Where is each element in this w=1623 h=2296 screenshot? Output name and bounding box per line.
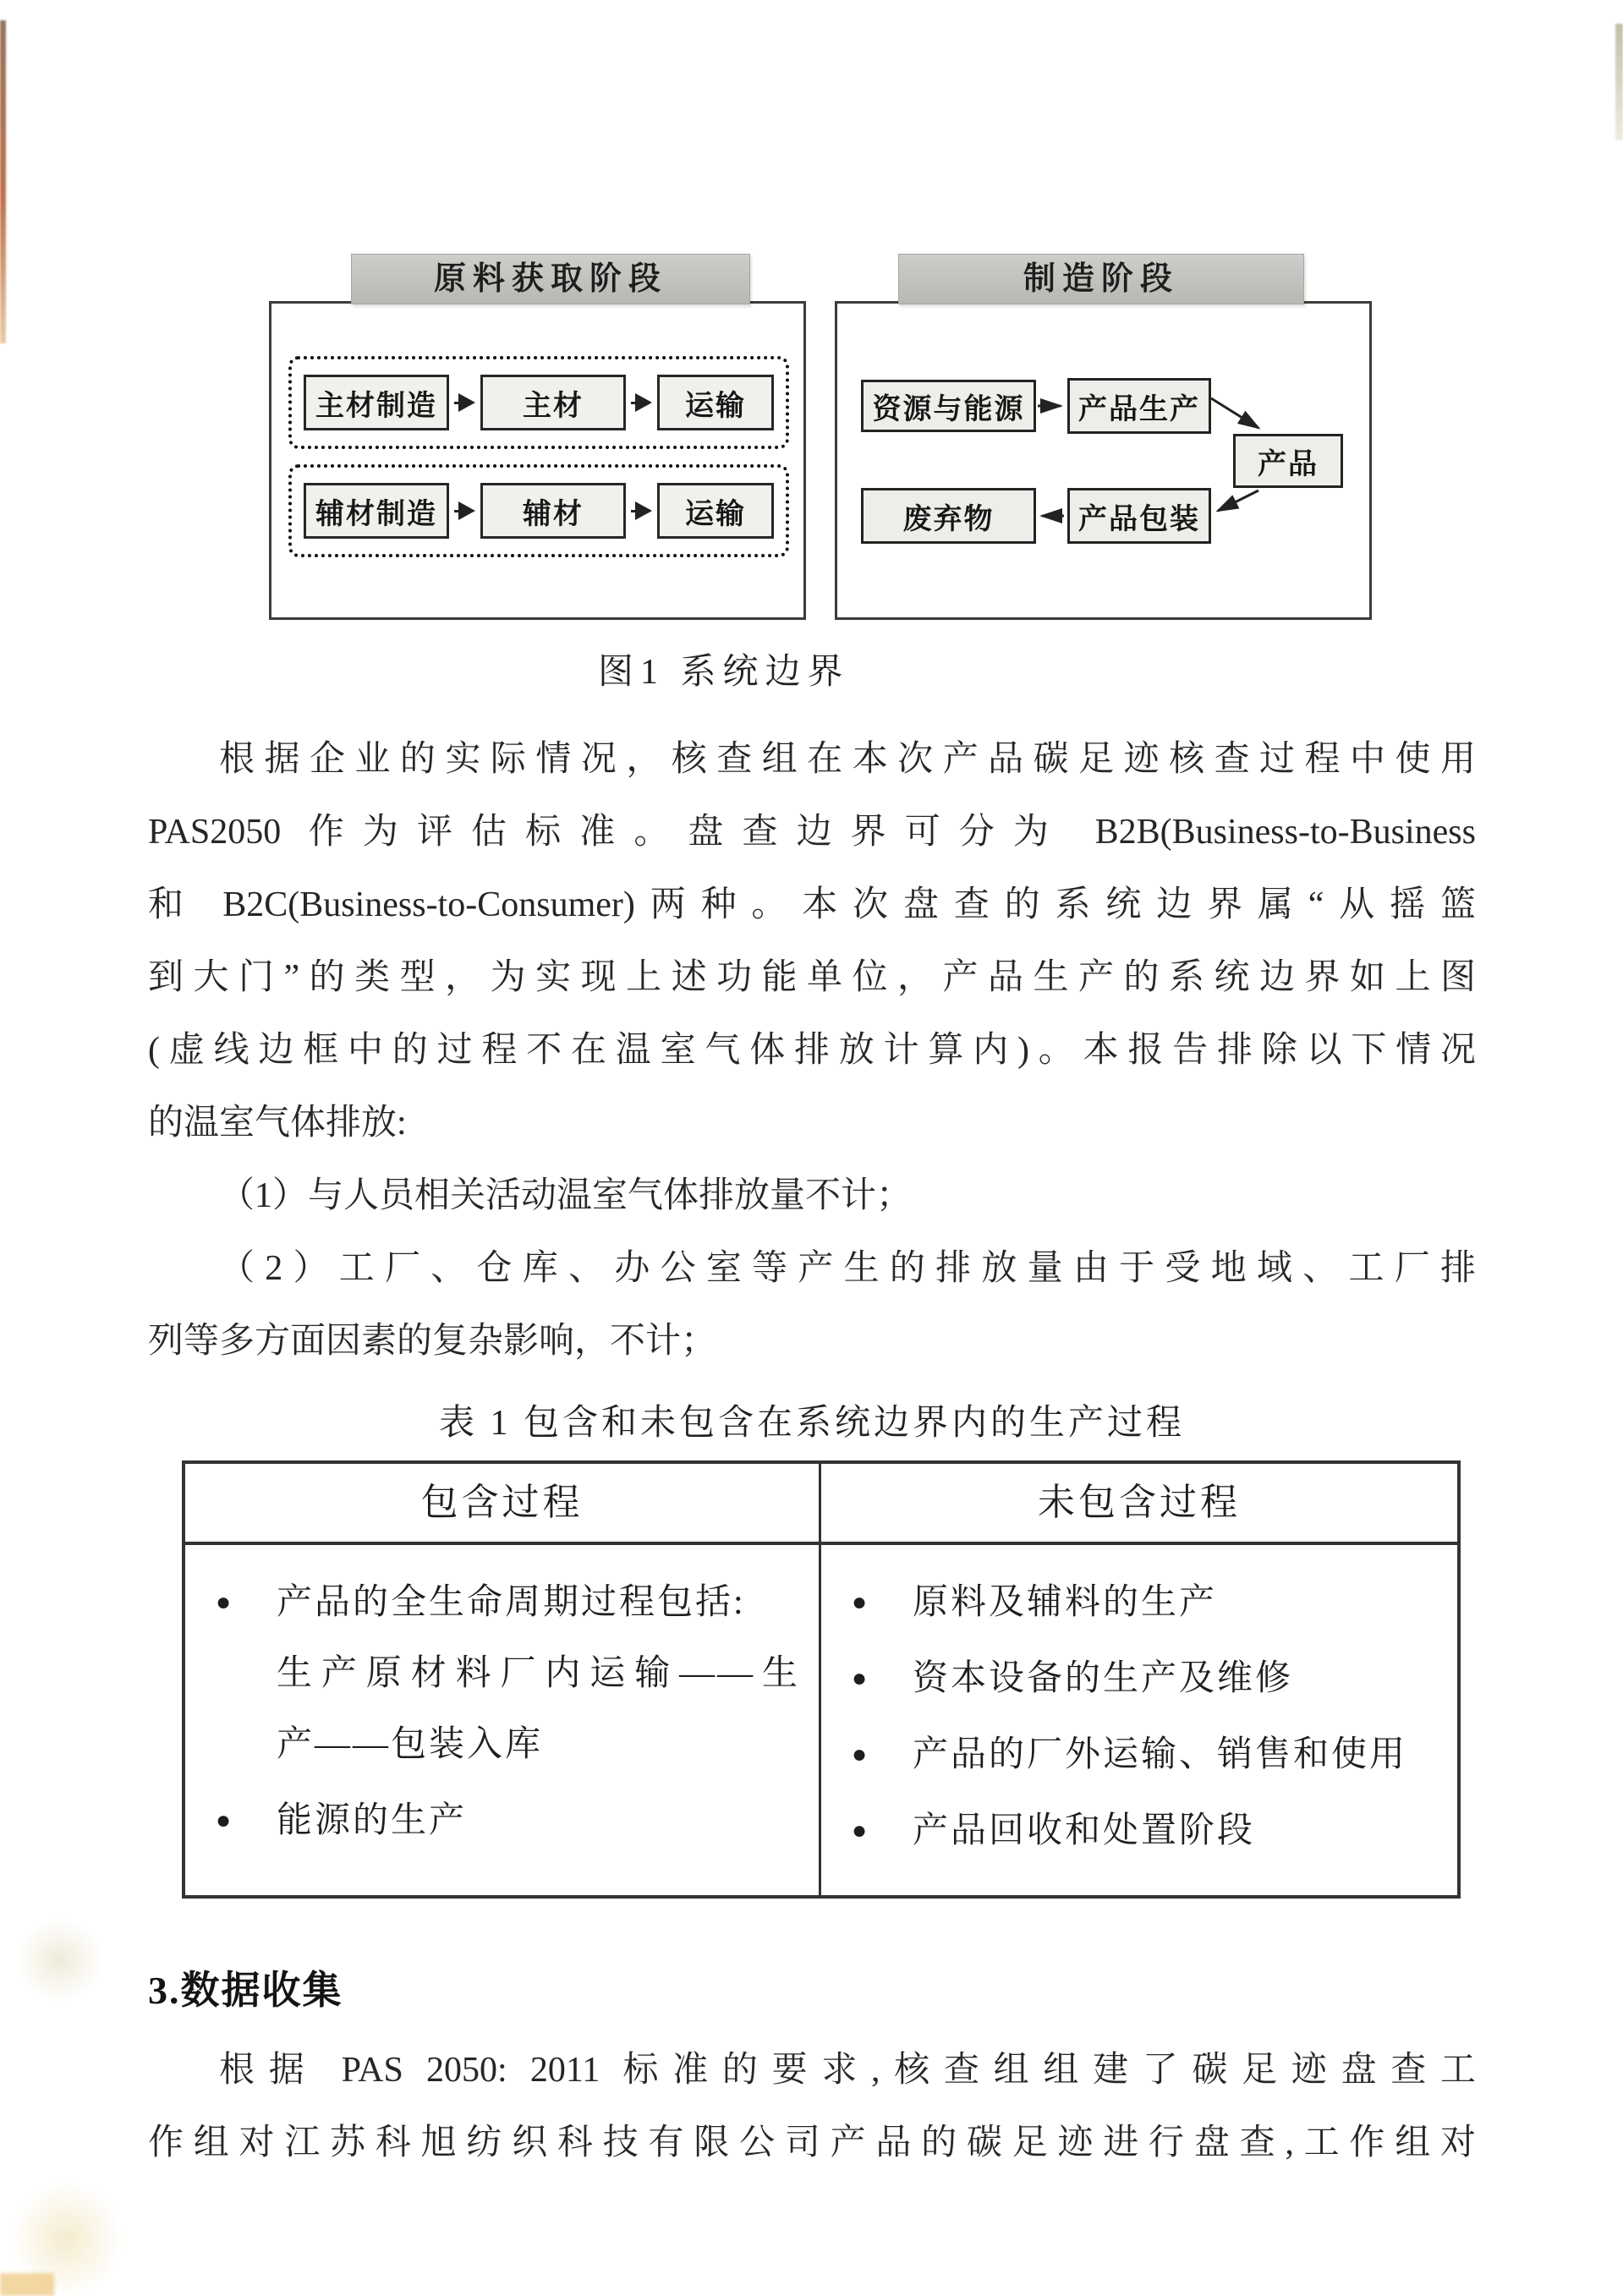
excluded-row-2: 资本设备的生产及维修	[913, 1659, 1294, 1698]
right-arrow-icon	[631, 402, 649, 404]
section-3-heading: 3.数据收集	[148, 1969, 343, 2012]
text-line: 到大门”的类型，为实现上述功能单位，产品生产的系统边界如上图	[148, 958, 1476, 997]
list-item	[843, 1795, 1439, 1866]
list-item	[843, 1643, 1439, 1714]
box-resources-energy: 资源与能源	[861, 380, 1036, 432]
raw-material-stage-panel	[269, 301, 806, 620]
right-arrow-icon	[454, 402, 472, 404]
included-excluded-table	[182, 1460, 1461, 1899]
scan-smudge	[12, 2182, 122, 2296]
box-transport-aux: 运输	[657, 483, 774, 539]
bullet-icon: ●	[852, 1740, 868, 1768]
header-excluded-processes: 未包含过程	[1038, 1482, 1241, 1523]
scan-smudge	[0, 2273, 54, 2296]
included-item-1-line-3: 产——包装入库	[277, 1725, 544, 1764]
cell-included-processes	[185, 1545, 821, 1895]
bullet-icon: ●	[216, 1588, 232, 1616]
system-boundary-figure	[148, 254, 1476, 622]
scan-smudge	[15, 1918, 104, 2003]
box-product-packaging: 产品包装	[1067, 488, 1211, 544]
list-item	[843, 1719, 1439, 1790]
manufacturing-stage-panel	[835, 301, 1372, 620]
scan-edge-stripe-left	[0, 20, 6, 343]
excluded-row-4: 产品回收和处置阶段	[913, 1811, 1256, 1850]
paragraph-data-collection	[148, 2034, 1476, 2179]
scan-edge-stripe-right	[1615, 24, 1623, 140]
box-aux-material-manufacture: 辅材制造	[304, 483, 449, 539]
text-line: 作组对江苏科旭纺织科技有限公司产品的碳足迹进行盘查,工作组对	[148, 2123, 1476, 2162]
bullet-icon: ●	[216, 1806, 232, 1834]
list-item	[207, 1567, 800, 1780]
arrow-product-to-packaging	[1218, 490, 1258, 511]
list-item	[207, 1785, 800, 1856]
included-item-1-line-2: 生产原材料厂内运输——生	[277, 1654, 800, 1693]
right-arrow-icon	[454, 510, 472, 512]
included-item-2: 能源的生产	[277, 1801, 468, 1840]
header-included-processes: 包含过程	[185, 1464, 821, 1542]
box-transport-main: 运输	[657, 375, 774, 430]
manufacturing-stage-title: 制造阶段	[898, 254, 1304, 304]
text-line: 和 B2C(Business-to-Consumer)两种。本次盘查的系统边界属“从摇篮	[148, 885, 1476, 924]
text-line: PAS2050 作为评估标准。盘查边界可分为 B2B(Business-to-Business	[148, 813, 1476, 852]
bullet-icon: ●	[852, 1817, 868, 1844]
text-line: 根据企业的实际情况，核查组在本次产品碳足迹核查过程中使用	[219, 740, 1476, 779]
box-main-material: 主材	[480, 375, 626, 430]
excluded-item-2-line-2: 列等多方面因素的复杂影响，不计；	[148, 1322, 717, 1361]
page-content	[148, 254, 1476, 2179]
excluded-row-1: 原料及辅料的生产	[913, 1583, 1218, 1622]
figure-caption: 图1 系统边界	[598, 653, 850, 692]
included-item-1-line-1: 产品的全生命周期过程包括:	[277, 1583, 746, 1622]
box-waste: 废弃物	[861, 488, 1036, 544]
main-material-dotted-group	[288, 356, 789, 449]
excluded-row-3: 产品的厂外运输、销售和使用	[913, 1735, 1408, 1774]
table-body-row	[185, 1545, 1457, 1895]
raw-material-stage-title: 原料获取阶段	[351, 254, 750, 304]
arrow-production-to-product	[1211, 398, 1258, 428]
box-product: 产品	[1233, 434, 1343, 488]
box-aux-material: 辅材	[480, 483, 626, 539]
box-product-production: 产品生产	[1067, 378, 1211, 434]
bullet-icon: ●	[852, 1664, 868, 1692]
aux-material-dotted-group	[288, 464, 789, 557]
excluded-item-1: （1）与人员相关活动温室气体排放量不计；	[219, 1176, 913, 1215]
right-arrow-icon	[631, 510, 649, 512]
list-item	[843, 1567, 1439, 1638]
text-line: 的温室气体排放:	[148, 1104, 407, 1143]
box-main-material-manufacture: 主材制造	[304, 375, 449, 430]
cell-excluded-processes	[821, 1545, 1457, 1895]
table-header-row	[185, 1464, 1457, 1545]
table-caption: 表 1 包含和未包含在系统边界内的生产过程	[438, 1404, 1185, 1443]
text-line: 根据 PAS 2050: 2011 标准的要求,核查组组建了碳足迹盘查工	[219, 2051, 1476, 2090]
paragraph-system-boundary	[148, 723, 1476, 1378]
bullet-icon: ●	[852, 1588, 868, 1616]
text-line: (虚线边框中的过程不在温室气体排放计算内)。本报告排除以下情况	[148, 1031, 1476, 1070]
excluded-item-2-line-1: （2）工厂、仓库、办公室等产生的排放量由于受地域、工厂排	[219, 1249, 1476, 1288]
